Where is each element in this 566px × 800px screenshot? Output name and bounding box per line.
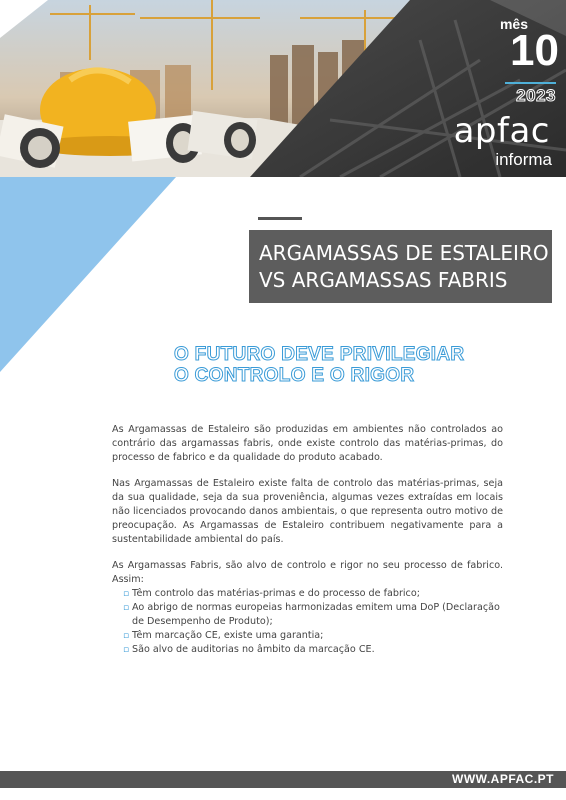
article-body: [112, 423, 503, 657]
bullet-square-icon: ▫: [123, 589, 130, 599]
issue-divider: [505, 82, 556, 84]
issue-month-label: mês: [499, 16, 528, 32]
brand-subtitle: informa: [495, 150, 552, 169]
list-item: [122, 601, 503, 629]
feature-list: [112, 587, 503, 657]
article-title-line-1: ARGAMASSAS DE ESTALEIRO: [259, 241, 549, 265]
article-subtitle: [174, 344, 474, 386]
issue-number: 10: [510, 26, 559, 75]
body-paragraph: As Argamassas Fabris, são alvo de controlo e rigor no seu processo de fabrico. Assim:: [112, 560, 503, 585]
list-item-text: Têm marcação CE, existe uma garantia;: [132, 630, 324, 641]
list-item-text: Têm controlo das matérias-primas e do processo de fabrico;: [132, 588, 420, 599]
title-accent-dash: [258, 217, 302, 220]
footer-website-link[interactable]: WWW.APFAC.PT: [452, 772, 554, 786]
bullet-square-icon: ▫: [123, 645, 130, 655]
bullet-square-icon: ▫: [123, 631, 130, 641]
article-title-box: [249, 230, 552, 303]
footer-bar: [0, 771, 566, 788]
article-title-line-2: VS ARGAMASSAS FABRIS: [259, 268, 508, 292]
body-paragraph: Nas Argamassas de Estaleiro existe falta de controlo das matérias-primas, seja da sua qualidade, seja da sua proveniência, algumas vezes extraídas em locais não licenciados provocando danos ambientais, o que representa outro motivo de preocupação. As Argamassas de Estaleiro contribuem negativamente para a sustentabilidade ambiental do país.: [112, 478, 503, 545]
issue-year: 2023: [516, 86, 556, 105]
subtitle-line-1: O FUTURO DEVE PRIVILEGIAR: [174, 344, 465, 365]
subtitle-line-2: O CONTROLO E O RIGOR: [174, 365, 415, 386]
bullet-square-icon: ▫: [123, 603, 130, 613]
brand-logo: apfac: [453, 111, 550, 151]
list-item: [122, 587, 503, 601]
list-item-text: São alvo de auditorias no âmbito da marcação CE.: [132, 644, 375, 655]
list-item-text: Ao abrigo de normas europeias harmonizadas emitem uma DoP (Declaração de Desempenho de Produto);: [132, 602, 500, 627]
list-item: [122, 629, 503, 643]
list-item: [122, 643, 503, 657]
body-paragraph: As Argamassas de Estaleiro são produzidas em ambientes não controlados ao contrário das argamassas fabris, onde existe controlo das matérias-primas, do processo de fabrico e da qualidade do produto acabado.: [112, 424, 503, 463]
blue-triangle-decoration: [0, 177, 180, 377]
